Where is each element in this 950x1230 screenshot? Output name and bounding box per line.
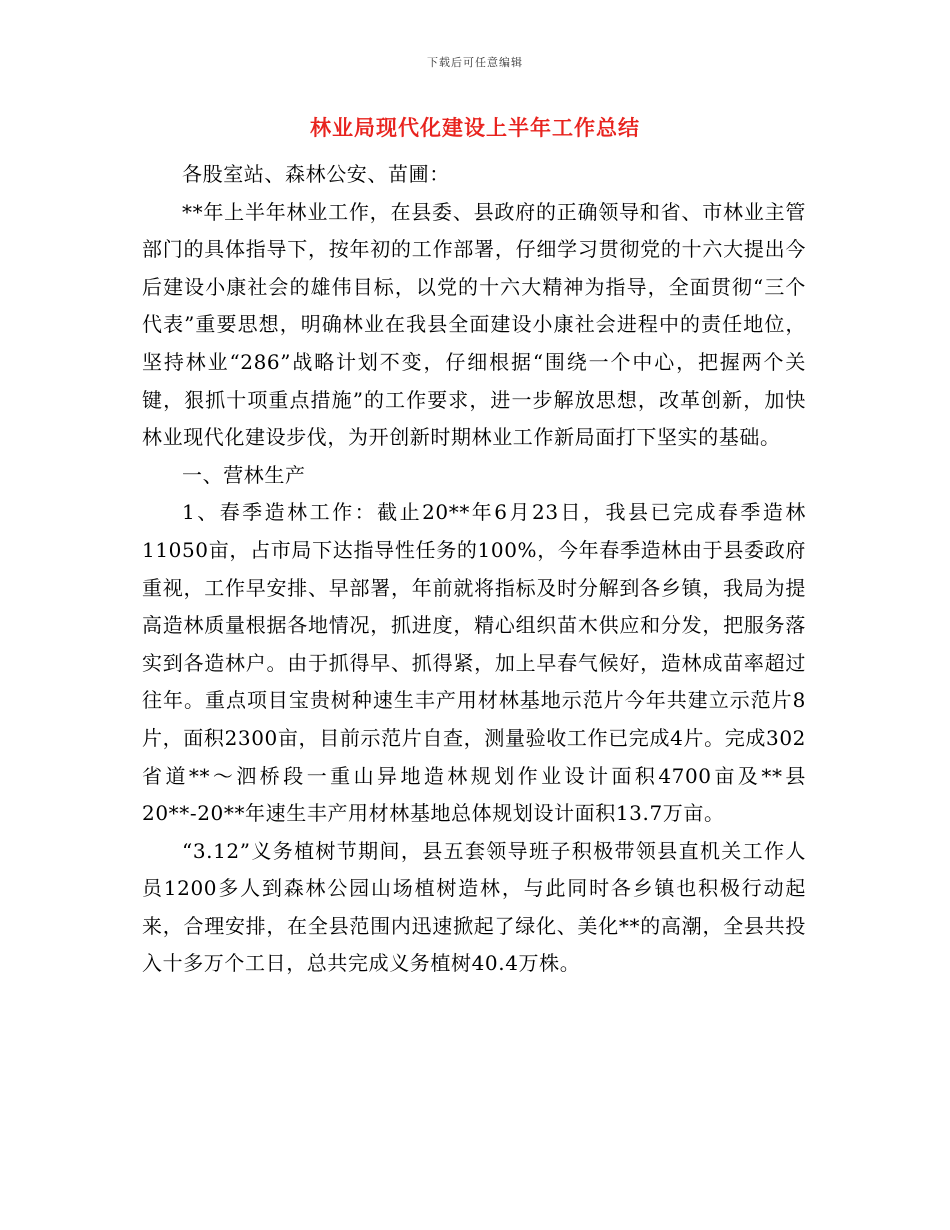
spring-afforestation-paragraph: 1、春季造林工作：截止20**年6月23日，我县已完成春季造林11050亩，占市局下达指导性任务的100%，今年春季造林由于县委政府重视，工作早安排、早部署，年前就将指标及时分解到各乡镇，我局为提高造林质量根据各地情况，抓进度，精心组织苗木供应和分发，把服务落实到各造林户。由于抓得早、抓得紧，加上早春气候好，造林成苗率超过往年。重点项目宝贵树种速生丰产用材林基地示范片今年共建立示范片8片，面积2300亩，目前示范片自查，测量验收工作已完成4片。完成302省道**～泗桥段一重山异地造林规划作业设计面积4700亩及**县20**-20**年速生丰产用材林基地总体规划设计面积13.7万亩。 (142, 500, 806, 826)
tree-planting-day-paragraph: “3.12”义务植树节期间，县五套领导班子积极带领县直机关工作人员1200多人到森林公园山场植树造林，与此同时各乡镇也积极行动起来，合理安排，在全县范围内迅速掀起了绿化、美化**的高潮，全县共投入十多万个工日，总共完成义务植树40.4万株。 (142, 838, 806, 976)
salutation-paragraph: 各股室站、森林公安、苗圃： (182, 162, 450, 186)
section-heading: 一、营林生产 (182, 462, 306, 487)
document-body (142, 156, 806, 983)
header-note: 下载后可任意编辑 (427, 56, 523, 69)
intro-paragraph: **年上半年林业工作，在县委、县政府的正确领导和省、市林业主管部门的具体指导下，按年初的工作部署，仔细学习贯彻党的十六大提出今后建设小康社会的雄伟目标，以党的十六大精神为指导，全面贯彻“三个代表”重要思想，明确林业在我县全面建设小康社会进程中的责任地位，坚持林业“286”战略计划不变，仔细根据“围绕一个中心，把握两个关键，狠抓十项重点措施”的工作要求，进一步解放思想，改革创新，加快林业现代化建设步伐，为开创新时期林业工作新局面打下坚实的基础。 (142, 199, 806, 450)
document-title: 林业局现代化建设上半年工作总结 (310, 116, 640, 140)
